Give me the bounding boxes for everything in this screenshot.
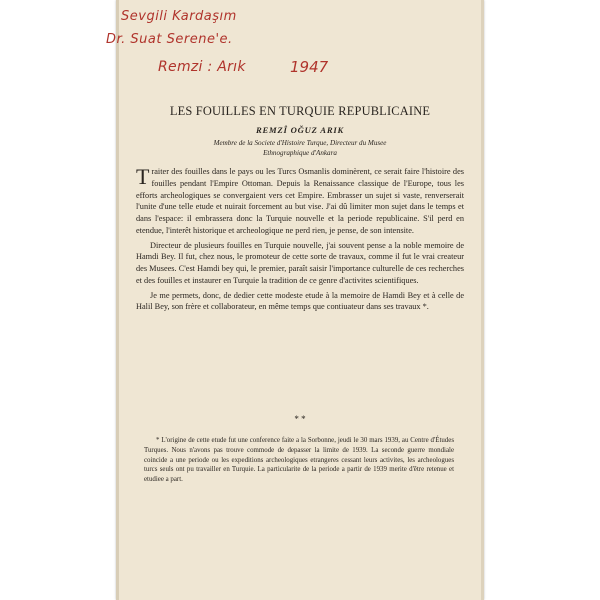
paragraph-1-text: raiter des fouilles dans le pays ou les Turcs Osmanlis dominèrent, ce serait faire l'histoire des fouilles pendant l'Empire Ottoman. Depuis la Renaissance classique de l'Europe, tous les efforts archeologiques se convergaient vers cet Empire. Embrasser un sujet si vaste, renverserait l'unite d'une telle etude et nuirait forcement au but vise. J'ai dû limiter mon sujet dans le temps et dans l'espace: il embrassera donc la Turquie nouvelle et la periode republicaine. S'il perd en etendue, l'interêt historique et archeologique ne perd rien, je pense, de son intensite. xyxy=(136,167,464,235)
section-separator: * * xyxy=(294,414,306,424)
drop-cap: T xyxy=(136,164,150,189)
paragraph-3: Je me permets, donc, de dedier cette modeste etude à la memoire de Hamdi Bey et à celle de Halil Bey, son frère et collaborateur, en même temps que contiuateur dans ses travaux *. xyxy=(136,290,464,312)
handwritten-signature: Remzi : Arık xyxy=(158,59,246,75)
affiliation-line2: Ethnographique d'Ankara xyxy=(263,148,337,157)
article-body xyxy=(136,166,464,313)
paragraph-1 xyxy=(136,166,464,237)
handwritten-dedication-line2: Dr. Suat Serene'e. xyxy=(106,32,233,47)
footnote xyxy=(144,436,454,485)
footnote-text: * L'origine de cette etude fut une conference faite a la Sorbonne, jeudi le 30 mars 1939, au Centre d'Études Turques. Nous n'avons pas trouve commode de depasser la limite de 1939. La seconde guerre mondiale coincide a une periode ou les expeditions archeologiques etrangeres cessant leurs activites, les archeologues turcs seuls ont pu travailler en Turquie. La particularite de la periode a partir de 1939 merite d'être retenue et etudiee a part. xyxy=(144,437,454,484)
affiliation-line1: Membre de la Societe d'Histoire Turque, Directeur du Musee xyxy=(213,139,387,147)
article-area xyxy=(116,0,484,600)
paragraph-2: Directeur de plusieurs fouilles en Turquie nouvelle, j'ai souvent pense a la noble memoire de Hamdi Bey. Il fut, chez nous, le promoteur de cette sorte de travaux, comme il fut le vrai createur des Musees. C'est Hamdi bey qui, le premier, paraît saisir l'importance culturelle de ces recherches et des fouilles et instaurer en Turquie la tradition de ce genre d'activites scientifiques. xyxy=(136,240,464,285)
handwritten-dedication-line1: Sevgili Kardaşım xyxy=(121,9,237,24)
author-affiliation xyxy=(132,139,468,158)
article-author: REMZÎ OĞUZ ARIK xyxy=(255,125,345,135)
handwritten-year: 1947 xyxy=(290,58,329,76)
article-title: LES FOUILLES EN TURQUIE REPUBLICAINE xyxy=(169,104,431,118)
